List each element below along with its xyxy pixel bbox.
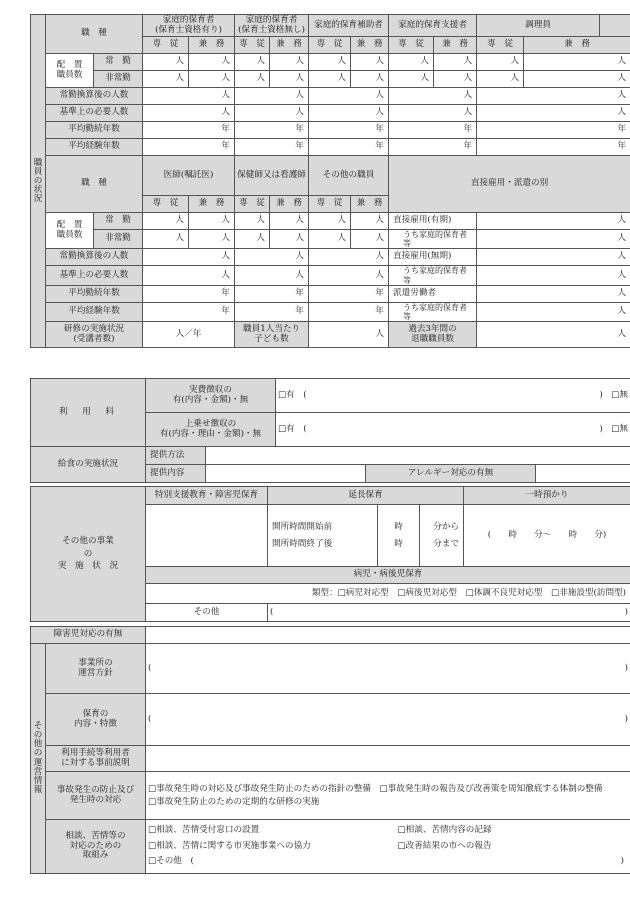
training-label: 研修の実施状況 (受講者数) bbox=[46, 322, 143, 348]
disability-field[interactable] bbox=[146, 627, 630, 644]
meal-method: 提供方法 bbox=[146, 447, 206, 465]
direct-row: うち家庭的保育者等 bbox=[389, 266, 477, 285]
sick-types: 類型：□病児対応型 □病後児対応型 □体調不良児対応型 □非施設型(訪問型) bbox=[146, 584, 630, 604]
ops-side-label: その他の運営情報 bbox=[31, 644, 46, 874]
senju-label: 専 従 bbox=[389, 37, 434, 54]
col-header: その他の職員 bbox=[309, 156, 389, 196]
kenmu-label: 兼 務 bbox=[351, 37, 389, 54]
fees-label: 利 用 料 bbox=[31, 379, 146, 447]
disability-label: 障害児対応の有無 bbox=[31, 627, 146, 644]
direct-row: 直接雇用(無期) bbox=[389, 249, 477, 266]
kenmu-label: 兼 務 bbox=[189, 37, 235, 54]
accident-label: 事故発生の防止及び 発生時の対応 bbox=[46, 772, 146, 820]
sick-label: 病児・病後児保育 bbox=[146, 567, 630, 584]
jobtype-header: 職 種 bbox=[46, 156, 143, 213]
col-header: 医師(嘱託医) bbox=[143, 156, 235, 196]
procedure-label: 利用手続等利用者 に対する事前説明 bbox=[46, 746, 146, 772]
others-label: その他 bbox=[146, 604, 268, 622]
allergy-label: アレルギー対応の有無 bbox=[366, 465, 536, 483]
required-label: 基準上の必要人数 bbox=[46, 105, 143, 122]
fees-row1: 実費徴収の 有(内容・金額)・無 bbox=[146, 379, 276, 413]
per-staff-label: 職員1人当たり 子ども数 bbox=[235, 322, 309, 348]
kenmu-label: 兼 務 bbox=[270, 37, 309, 54]
senju-label: 専 従 bbox=[309, 37, 351, 54]
procedure-field[interactable] bbox=[146, 746, 630, 772]
meal-content: 提供内容 bbox=[146, 465, 206, 483]
extended-label: 延長保育 bbox=[268, 487, 464, 505]
col-header: 家庭的保育者 (保育士資格有り) bbox=[143, 15, 235, 37]
meal-label: 給食の実施状況 bbox=[31, 447, 146, 483]
placement-label: 配 置 職員数 bbox=[46, 54, 94, 88]
senju-label: 専 従 bbox=[235, 37, 270, 54]
direct-header: 直接雇用・派遣の別 bbox=[389, 156, 630, 213]
policy-label: 事業所の 運営方針 bbox=[46, 644, 146, 694]
extended-times: 開所時間開始前 開所時間終了後 bbox=[268, 505, 378, 567]
other-services-table: その他の事業 の 実 施 状 況 特別支援教育・障害児保育 延長保育 一時預かり 開所時間開始前 開所時間終了後 時 時 分から 分まで ( 時 分～ 時 分) 病児・病後児保育 類型：□病児対応型 □病後児対応型 □体調不良児対応型 □非施設型(訪問型) その他 ( ) bbox=[30, 486, 630, 622]
fulltime-label: 常 勤 bbox=[94, 54, 143, 71]
col-header: 家庭的保育補助者 bbox=[309, 15, 389, 37]
jobtype-header: 職 種 bbox=[46, 15, 143, 54]
avg-service-label: 平均勤続年数 bbox=[46, 122, 143, 139]
senju-label: 専 従 bbox=[477, 37, 524, 54]
temporary-time: ( 時 分～ 時 分) bbox=[464, 505, 630, 567]
kenmu-label: 兼 務 bbox=[524, 37, 630, 54]
kenmu-label: 兼 務 bbox=[434, 37, 477, 54]
col-header: 家庭的保育者 (保育士資格無し) bbox=[235, 15, 309, 37]
fte-label: 常勤換算後の人数 bbox=[46, 88, 143, 105]
childcare-label: 保育の 内容・特徴 bbox=[46, 694, 146, 746]
direct-row: 派遣労働者 bbox=[389, 285, 477, 302]
allergy-field[interactable] bbox=[536, 465, 630, 483]
temporary-label: 一時預かり bbox=[464, 487, 630, 505]
senju-label: 専 従 bbox=[143, 37, 189, 54]
direct-row: うち家庭的保育者等 bbox=[389, 230, 477, 249]
staff-table: 職員の状況 職 種 家庭的保育者 (保育士資格有り) 家庭的保育者 (保育士資格無し) 家庭的保育補助者 家庭的保育支援者 調理員 専 従 兼 務 専 従 兼 務 専 従 兼 務 専 従 兼 務 専 従 兼 務 配 置 職員数 常 勤 人 人 人 人 人 人 人 人 人 人 非常勤 人 人 人 人 人 人 人 人 人 人 常勤換算後の人数 人 人 人 人 人 基準上の必要人数 人 人 人 人 人 平均勤続年数 年 年 年 年 年 平均経験年数 年 年 年 年 年 職 種 医師(嘱託医) 保健師又は看護師 その他の職員 直接雇用・派遣の別 専 従 兼 務 専 従 兼 務 専 従 兼 務 配 置 職員数 常 勤 人 人 人 人 人 人 直接雇用(有期) 人 非常勤 人 人 人 人 人 人 うち家庭的保育者等 人 常勤換算後の人数 人 人 人 直接雇用(無期) 人 基準上の必要人数 人 人 人 うち家庭的保育者等 人 平均勤続年数 年 年 年 派遣労働者 人 平均経験年数 年 年 年 うち家庭的保育者等 人 研修の実施状況 (受講者数) 人／年 職員1人当たり 子ども数 人 過去3年間の 退職職員数 人 bbox=[30, 14, 630, 348]
other-label: その他の事業 の 実 施 状 況 bbox=[31, 487, 146, 622]
retired-label: 過去3年間の 退職職員数 bbox=[389, 322, 477, 348]
direct-row: うち家庭的保育者等 bbox=[389, 302, 477, 321]
operations-table: その他の運営情報 事業所の 運営方針 ( ) 保育の 内容・特徴 ( ) 利用手続等利用者 に対する事前説明 事故発生の防止及び 発生時の対応 □事故発生時の対応及び事故発生防止のための指針の整備 □事故発生時の報告及び改善策を周知徹底する体制の整備 □事故発生防止のための定期的な研修の実施 相談、苦情等の 対応のための 取組み □相談、苦情受付窓口の設置 □相談、苦情に関する市実施事業への協力 □その他 ( □相談、苦情内容の記録 □改善結果の市への報告 ) bbox=[30, 643, 630, 874]
meal-content-field[interactable] bbox=[206, 465, 366, 483]
direct-row: 直接雇用(有期) bbox=[389, 213, 477, 230]
parttime-label: 非常勤 bbox=[94, 71, 143, 88]
meal-table bbox=[30, 446, 630, 483]
meal-method-field[interactable] bbox=[206, 447, 630, 465]
col-header: 保健師又は看護師 bbox=[235, 156, 309, 196]
avg-experience-label: 平均経験年数 bbox=[46, 139, 143, 156]
complaint-label: 相談、苦情等の 対応のための 取組み bbox=[46, 820, 146, 874]
special-field[interactable] bbox=[146, 505, 268, 567]
col-header: 家庭的保育支援者 bbox=[389, 15, 477, 37]
staff-side-label: 職員の状況 bbox=[31, 15, 46, 348]
training-unit: 人／年 bbox=[143, 322, 235, 348]
placement-label: 配 置 職員数 bbox=[46, 213, 94, 249]
special-label: 特別支援教育・障害児保育 bbox=[146, 487, 268, 505]
disability-table bbox=[30, 626, 630, 644]
fees-row2: 上乗せ徴収の 有(内容・理由・金額)・無 bbox=[146, 413, 276, 447]
col-header: 調理員 bbox=[477, 15, 600, 37]
fees-table: 利 用 料 実費徴収の 有(内容・金額)・無 □有 ( ) □無 上乗せ徴収の 有(内容・理由・金額)・無 □有 ( ) □無 bbox=[30, 378, 630, 447]
